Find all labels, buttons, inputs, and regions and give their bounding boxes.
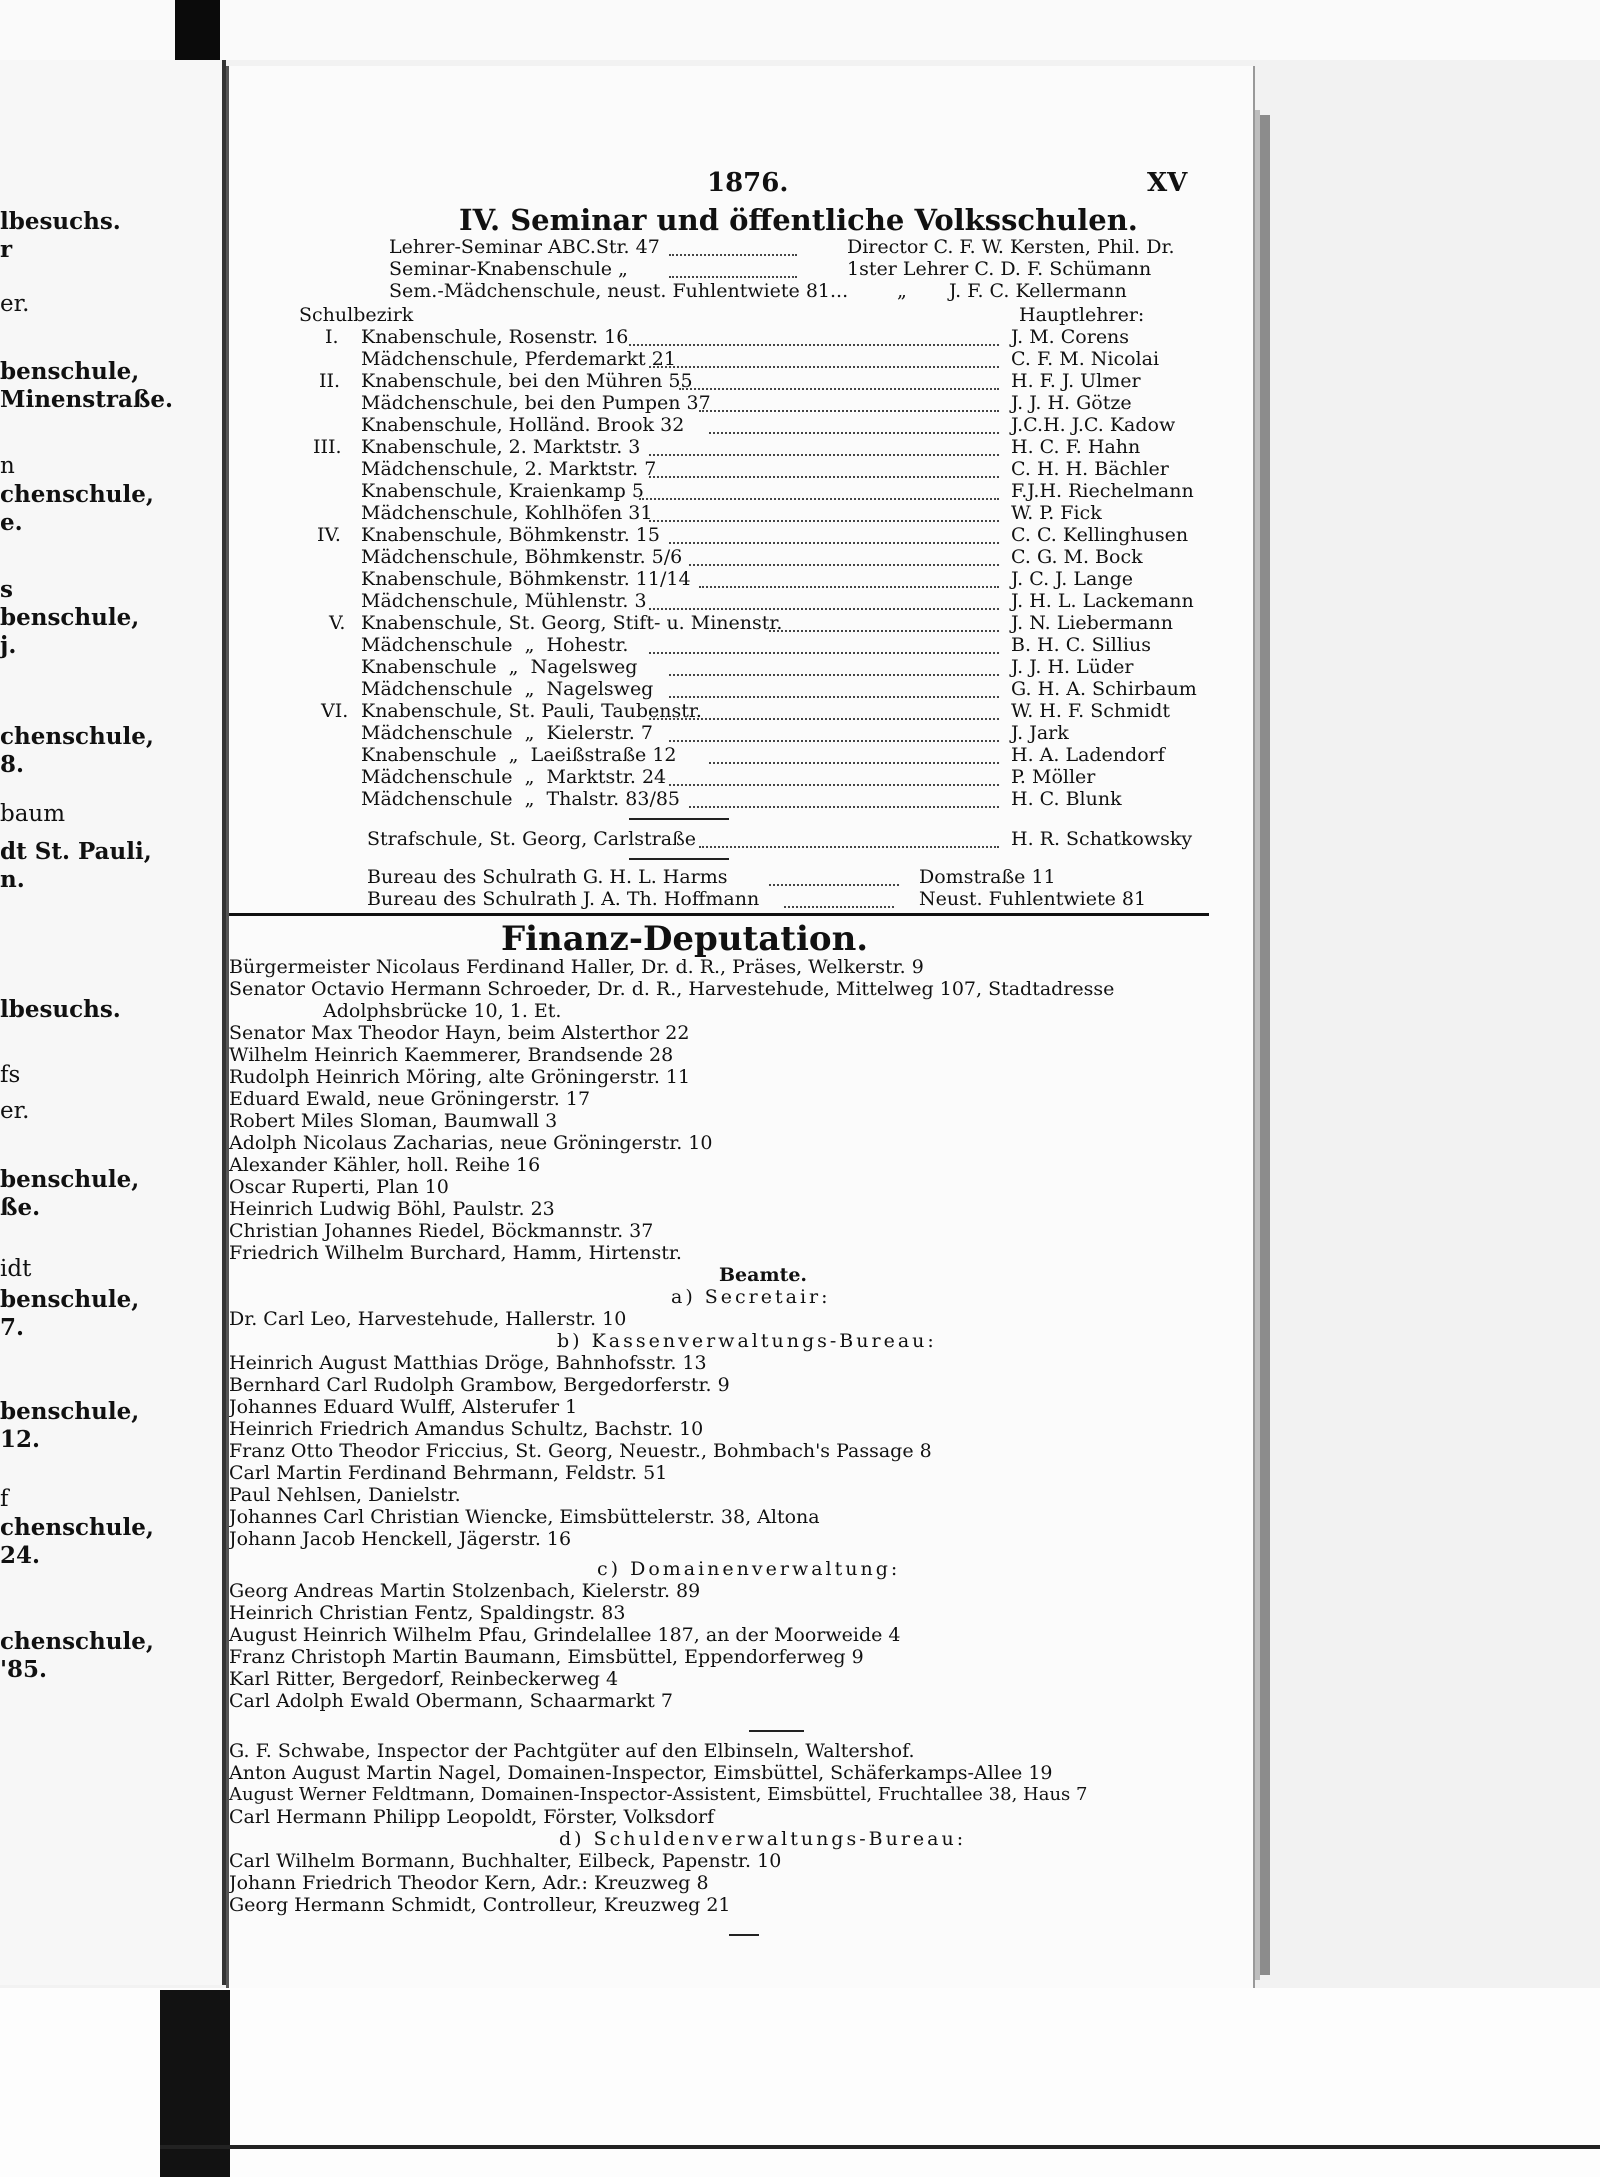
school-name: Knabenschule, Böhmkenstr. 11/14: [361, 568, 691, 590]
subsection-c: c) Domainenverwaltung:: [597, 1558, 901, 1580]
left-fragment: 8.: [0, 751, 25, 778]
school-name: Mädchenschule „ Marktstr. 24: [361, 766, 667, 788]
seminar-name: Seminar-Knabenschule „: [389, 258, 628, 280]
year-header: 1876.: [707, 168, 789, 198]
member-entry: Eduard Ewald, neue Gröningerstr. 17: [229, 1088, 591, 1110]
school-teacher: W. H. F. Schmidt: [1011, 700, 1171, 722]
bureau-name: Bureau des Schulrath G. H. L. Harms: [367, 866, 728, 888]
school-district: VI.: [321, 700, 349, 722]
leader-dots: [669, 696, 999, 698]
seminar-person: J. F. C. Kellermann: [949, 280, 1127, 302]
staff-entry: August Werner Feldtmann, Domainen-Inspector-Assistent, Eimsbüttel, Fruchtallee 38, Haus 7: [229, 1784, 1088, 1805]
leader-dots: [669, 674, 999, 676]
left-fragment: r: [0, 236, 13, 263]
school-teacher: H. C. F. Hahn: [1011, 436, 1141, 458]
school-teacher: J. H. L. Lackemann: [1011, 590, 1194, 612]
school-name: Knabenschule, 2. Marktstr. 3: [361, 436, 641, 458]
member-entry: Robert Miles Sloman, Baumwall 3: [229, 1110, 558, 1132]
staff-entry: Georg Hermann Schmidt, Controlleur, Kreuzweg 21: [229, 1894, 731, 1916]
leader-dots: [669, 254, 797, 256]
leader-dots: [769, 884, 899, 886]
section-divider: [229, 913, 1209, 916]
member-entry: Bürgermeister Nicolaus Ferdinand Haller, Dr. d. R., Präses, Welkerstr. 9: [229, 956, 924, 978]
member-entry: Oscar Ruperti, Plan 10: [229, 1176, 449, 1198]
column-header-teacher: Hauptlehrer:: [1019, 304, 1145, 326]
leader-dots: [699, 586, 999, 588]
school-district: II.: [319, 370, 341, 392]
left-fragment: Minenstraße.: [0, 386, 173, 413]
member-entry: Adolph Nicolaus Zacharias, neue Gröningerstr. 10: [229, 1132, 713, 1154]
left-fragment: s: [0, 576, 13, 603]
staff-entry: Johann Friedrich Theodor Kern, Adr.: Kreuzweg 8: [229, 1872, 709, 1894]
staff-entry: G. F. Schwabe, Inspector der Pachtgüter auf den Elbinseln, Waltershof.: [229, 1740, 915, 1762]
separator-rule: [629, 818, 729, 820]
school-name: Mädchenschule, bei den Pumpen 37: [361, 392, 711, 414]
seminar-name: Sem.-Mädchenschule, neust. Fuhlentwiete 81...: [389, 280, 849, 302]
school-teacher: J.C.H. J.C. Kadow: [1011, 414, 1176, 436]
left-fragment: f: [0, 1486, 9, 1512]
staff-entry: Carl Hermann Philipp Leopoldt, Förster, Volksdorf: [229, 1806, 715, 1828]
binding-shadow-top: [175, 0, 220, 62]
leader-dots: [689, 564, 999, 566]
school-name: Mädchenschule, Mühlenstr. 3: [361, 590, 647, 612]
left-fragment: er.: [0, 1098, 30, 1124]
leader-dots: [649, 718, 999, 720]
school-teacher: H. C. Blunk: [1011, 788, 1122, 810]
school-name: Mädchenschule „ Hohestr.: [361, 634, 629, 656]
left-fragment: chenschule,: [0, 1628, 154, 1655]
staff-entry: Johannes Eduard Wulff, Alsterufer 1: [229, 1396, 578, 1418]
left-fragment: benschule,: [0, 1398, 140, 1425]
staff-entry: Dr. Carl Leo, Harvestehude, Hallerstr. 10: [229, 1308, 627, 1330]
school-district: III.: [313, 436, 342, 458]
leader-dots: [669, 542, 999, 544]
member-entry: Alexander Kähler, holl. Reihe 16: [229, 1154, 541, 1176]
staff-entry: Paul Nehlsen, Danielstr.: [229, 1484, 461, 1506]
left-fragment: chenschule,: [0, 481, 154, 508]
left-fragment: er.: [0, 291, 30, 317]
left-fragment: benschule,: [0, 604, 140, 631]
school-name: Knabenschule, Kraienkamp 5: [361, 480, 644, 502]
school-teacher: C. C. Kellinghusen: [1011, 524, 1189, 546]
bureau-address: Neust. Fuhlentwiete 81: [919, 888, 1147, 910]
leader-dots: [649, 454, 999, 456]
beamte-heading: Beamte.: [719, 1264, 808, 1286]
member-entry: Christian Johannes Riedel, Böckmannstr. 37: [229, 1220, 654, 1242]
school-name: Mädchenschule „ Nagelsweg: [361, 678, 654, 700]
left-fragment: 7.: [0, 1314, 25, 1341]
staff-entry: Karl Ritter, Bergedorf, Reinbeckerweg 4: [229, 1668, 619, 1690]
seminar-person: 1ster Lehrer C. D. F. Schümann: [847, 258, 1152, 280]
school-name: Mädchenschule „ Thalstr. 83/85: [361, 788, 681, 810]
left-fragment: idt: [0, 1256, 32, 1282]
strafschule-teacher: H. R. Schatkowsky: [1011, 828, 1193, 850]
staff-entry: Johannes Carl Christian Wiencke, Eimsbüttelerstr. 38, Altona: [229, 1506, 820, 1528]
staff-entry: Heinrich Christian Fentz, Spaldingstr. 83: [229, 1602, 626, 1624]
bureau-address: Domstraße 11: [919, 866, 1056, 888]
school-teacher: J. Jark: [1011, 722, 1069, 744]
staff-entry: Georg Andreas Martin Stolzenbach, Kielerstr. 89: [229, 1580, 701, 1602]
left-fragment: 24.: [0, 1542, 41, 1569]
school-teacher: F.J.H. Riechelmann: [1011, 480, 1194, 502]
school-name: Mädchenschule, 2. Marktstr. 7: [361, 458, 657, 480]
left-fragment: dt St. Pauli,: [0, 838, 152, 865]
scan-bottom-line: [160, 2145, 1600, 2149]
separator-rule: [749, 1730, 804, 1732]
subsection-a: a) Secretair:: [671, 1286, 831, 1308]
left-fragment: j.: [0, 632, 17, 659]
left-fragment: fs: [0, 1062, 21, 1088]
school-name: Knabenschule, bei den Mühren 55: [361, 370, 693, 392]
school-district: IV.: [317, 524, 341, 546]
member-entry: Friedrich Wilhelm Burchard, Hamm, Hirtenstr.: [229, 1242, 682, 1264]
school-teacher: H. F. J. Ulmer: [1011, 370, 1141, 392]
school-name: Knabenschule, St. Pauli, Taubenstr.: [361, 700, 702, 722]
seminar-person: Director C. F. W. Kersten, Phil. Dr.: [847, 236, 1175, 258]
section-title-schools: IV. Seminar und öffentliche Volksschulen.: [459, 203, 1138, 237]
staff-entry: Bernhard Carl Rudolph Grambow, Bergedorferstr. 9: [229, 1374, 730, 1396]
left-fragment: benschule,: [0, 358, 140, 385]
leader-dots: [709, 432, 999, 434]
page-edge: [1260, 115, 1270, 1975]
staff-entry: Anton August Martin Nagel, Domainen-Inspector, Eimsbüttel, Schäferkamps-Allee 19: [229, 1762, 1053, 1784]
staff-entry: Johann Jacob Henckell, Jägerstr. 16: [229, 1528, 572, 1550]
leader-dots: [649, 366, 999, 368]
leader-dots: [669, 740, 999, 742]
leader-dots: [784, 906, 894, 908]
school-teacher: J. J. H. Götze: [1011, 392, 1132, 414]
school-teacher: J. M. Corens: [1011, 326, 1130, 348]
school-name: Knabenschule, Holländ. Brook 32: [361, 414, 685, 436]
school-name: Knabenschule „ Nagelsweg: [361, 656, 638, 678]
left-page: [0, 60, 226, 1985]
staff-entry: Carl Wilhelm Bormann, Buchhalter, Eilbeck, Papenstr. 10: [229, 1850, 782, 1872]
school-name: Mädchenschule, Pferdemarkt 21: [361, 348, 676, 370]
school-teacher: W. P. Fick: [1011, 502, 1102, 524]
left-fragment: ße.: [0, 1194, 41, 1221]
left-fragment: 12.: [0, 1426, 41, 1453]
school-district: I.: [325, 326, 339, 348]
left-fragment: lbesuchs.: [0, 996, 121, 1023]
school-teacher: G. H. A. Schirbaum: [1011, 678, 1197, 700]
staff-entry: August Heinrich Wilhelm Pfau, Grindelallee 187, an der Moorweide 4: [229, 1624, 901, 1646]
school-name: Mädchenschule „ Kielerstr. 7: [361, 722, 653, 744]
school-teacher: C. H. H. Bächler: [1011, 458, 1169, 480]
section-title-finance: Finanz-Deputation.: [501, 919, 869, 959]
separator-rule: [629, 858, 729, 860]
left-fragment: '85.: [0, 1656, 48, 1683]
member-entry: Wilhelm Heinrich Kaemmerer, Brandsende 28: [229, 1044, 674, 1066]
school-teacher: J. N. Liebermann: [1011, 612, 1173, 634]
ditto-mark: „: [897, 280, 907, 302]
member-entry: Rudolph Heinrich Möring, alte Gröningerstr. 11: [229, 1066, 691, 1088]
staff-entry: Franz Otto Theodor Friccius, St. Georg, Neuestr., Bohmbach's Passage 8: [229, 1440, 932, 1462]
subsection-b: b) Kassenverwaltungs-Bureau:: [557, 1330, 937, 1352]
scan-top-margin: [0, 0, 1600, 60]
column-header-district: Schulbezirk: [299, 304, 414, 326]
leader-dots: [769, 630, 999, 632]
leader-dots: [709, 762, 999, 764]
left-fragment: chenschule,: [0, 723, 154, 750]
left-fragment: n.: [0, 866, 25, 893]
subsection-d: d) Schuldenverwaltungs-Bureau:: [559, 1828, 967, 1850]
school-teacher: J. J. H. Lüder: [1011, 656, 1134, 678]
left-fragment: lbesuchs.: [0, 208, 121, 235]
leader-dots: [639, 498, 999, 500]
leader-dots: [669, 784, 999, 786]
staff-entry: Carl Martin Ferdinand Behrmann, Feldstr. 51: [229, 1462, 668, 1484]
page-number: XV: [1147, 168, 1188, 198]
leader-dots: [669, 276, 797, 278]
left-fragment: e.: [0, 509, 23, 536]
left-fragment: benschule,: [0, 1286, 140, 1313]
leader-dots: [699, 410, 999, 412]
school-teacher: C. F. M. Nicolai: [1011, 348, 1160, 370]
member-entry: Senator Max Theodor Hayn, beim Alsterthor 22: [229, 1022, 690, 1044]
staff-entry: Heinrich August Matthias Dröge, Bahnhofsstr. 13: [229, 1352, 707, 1374]
left-fragment: baum: [0, 801, 66, 827]
school-name: Knabenschule, Rosenstr. 16: [361, 326, 629, 348]
school-name: Knabenschule, Böhmkenstr. 15: [361, 524, 660, 546]
school-teacher: P. Möller: [1011, 766, 1096, 788]
school-name: Knabenschule, St. Georg, Stift- u. Minenstr.: [361, 612, 783, 634]
left-fragment: chenschule,: [0, 1514, 154, 1541]
school-teacher: J. C. J. Lange: [1011, 568, 1133, 590]
school-name: Knabenschule „ Laeißstraße 12: [361, 744, 677, 766]
leader-dots: [649, 476, 999, 478]
leader-dots: [649, 608, 999, 610]
leader-dots: [649, 520, 999, 522]
school-teacher: B. H. C. Sillius: [1011, 634, 1151, 656]
member-entry: Adolphsbrücke 10, 1. Et.: [323, 1000, 562, 1022]
left-fragment: benschule,: [0, 1166, 140, 1193]
right-page: [226, 66, 1255, 1988]
bureau-name: Bureau des Schulrath J. A. Th. Hoffmann: [367, 888, 760, 910]
leader-dots: [629, 344, 999, 346]
seminar-name: Lehrer-Seminar ABC.Str. 47: [389, 236, 660, 258]
leader-dots: [649, 652, 999, 654]
staff-entry: Franz Christoph Martin Baumann, Eimsbüttel, Eppendorferweg 9: [229, 1646, 864, 1668]
member-entry: Heinrich Ludwig Böhl, Paulstr. 23: [229, 1198, 555, 1220]
member-entry: Senator Octavio Hermann Schroeder, Dr. d. R., Harvestehude, Mittelweg 107, Stadtadresse: [229, 978, 1115, 1000]
school-teacher: C. G. M. Bock: [1011, 546, 1143, 568]
strafschule-name: Strafschule, St. Georg, Carlstraße: [367, 828, 697, 850]
school-teacher: H. A. Ladendorf: [1011, 744, 1165, 766]
leader-dots: [679, 388, 999, 390]
school-district: V.: [329, 612, 346, 634]
end-rule: [729, 1934, 759, 1936]
school-name: Mädchenschule, Böhmkenstr. 5/6: [361, 546, 683, 568]
staff-entry: Heinrich Friedrich Amandus Schultz, Bachstr. 10: [229, 1418, 704, 1440]
staff-entry: Carl Adolph Ewald Obermann, Schaarmarkt 7: [229, 1690, 673, 1712]
leader-dots: [689, 806, 999, 808]
left-fragment: n: [0, 453, 15, 479]
school-name: Mädchenschule, Kohlhöfen 31: [361, 502, 653, 524]
leader-dots: [699, 846, 999, 848]
